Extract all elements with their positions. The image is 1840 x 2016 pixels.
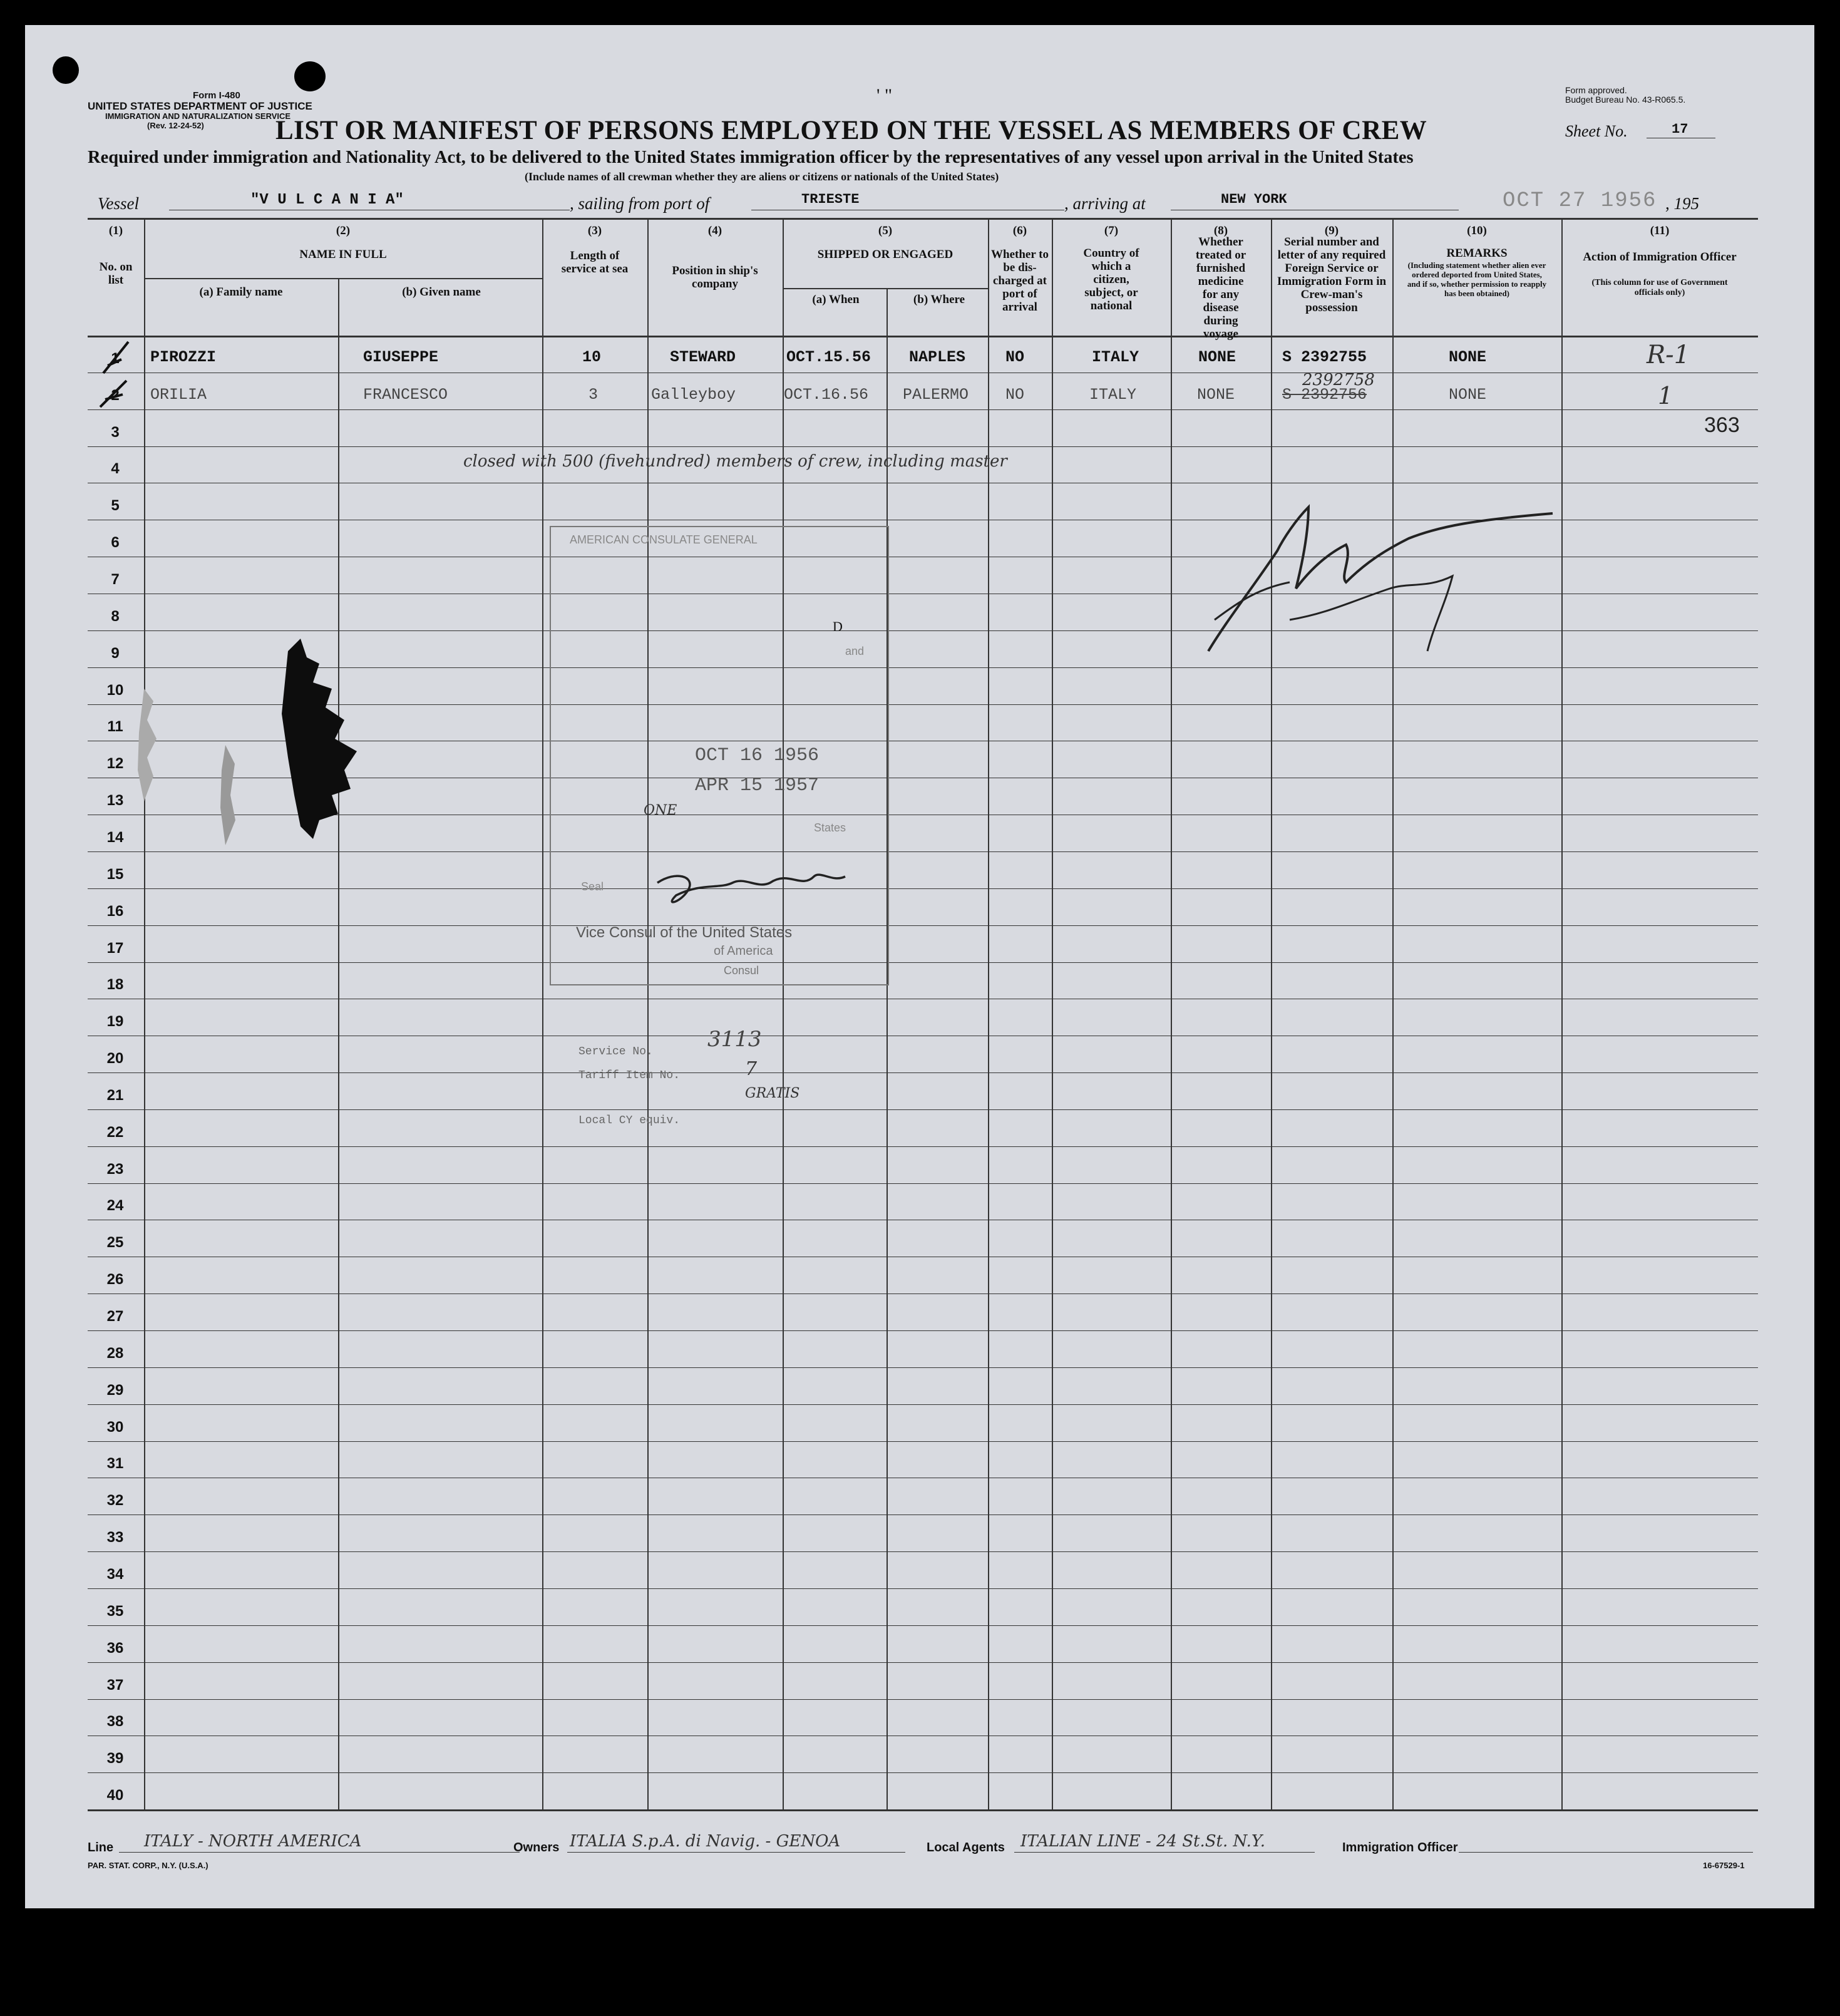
entry2-serial-correction: 2392758 — [1302, 371, 1375, 389]
row-line — [88, 1109, 1758, 1110]
row-line — [88, 1183, 1758, 1184]
row-number: 19 — [106, 1013, 124, 1031]
row-line — [88, 1404, 1758, 1405]
row-number: 32 — [106, 1492, 124, 1509]
row-number: 31 — [106, 1455, 124, 1473]
footer-line-label: Line — [88, 1841, 114, 1854]
revision: (Rev. 12-24-52) — [147, 121, 204, 130]
entry1-service: 10 — [582, 348, 602, 366]
col10-header: REMARKS — [1446, 247, 1508, 260]
row-number: 37 — [106, 1676, 124, 1694]
col7-number: (7) — [1104, 224, 1119, 237]
row-number: 9 — [111, 644, 120, 662]
row-line — [88, 925, 1758, 926]
stamp-date-1: OCT 16 1956 — [695, 745, 820, 766]
row-number: 25 — [106, 1234, 124, 1252]
entry1-discharge: NO — [1005, 348, 1025, 366]
col1-header: No. on list — [99, 260, 133, 287]
entry1-position: STEWARD — [670, 348, 736, 366]
col6-header: Whether to be dis-charged at port of arrival — [991, 248, 1049, 314]
wax-seal — [275, 639, 382, 845]
side-number: 363 — [1704, 413, 1740, 437]
row-number: 30 — [106, 1418, 124, 1436]
col7-header: Country of which a citizen, subject, or national — [1083, 247, 1139, 312]
service-no-value: 3113 — [707, 1027, 762, 1052]
row-line — [88, 1662, 1758, 1663]
entry1-remarks: NONE — [1449, 348, 1487, 366]
col11-number: (11) — [1650, 224, 1670, 237]
row-number: 18 — [106, 976, 124, 994]
entry2-action: 1 — [1658, 382, 1673, 409]
tariff-label: Tariff Item No. — [578, 1069, 681, 1082]
subtitle-note: (Include names of all crewman whether they are aliens or citizens or nationals of the United States) — [525, 170, 999, 183]
row-line — [88, 1367, 1758, 1368]
subtitle: Required under immigration and Nationality Act, to be delivered to the United States immigration officer by the representatives of any vessel upon arrival in the United States — [88, 148, 1414, 167]
sheet-number: 17 — [1672, 121, 1688, 137]
row-line — [88, 1293, 1758, 1294]
budget-bureau: Budget Bureau No. 43-R065.5. — [1565, 95, 1686, 105]
row-number: 7 — [111, 571, 120, 588]
col11-note: (This column for use of Government officials only) — [1591, 278, 1728, 297]
seal-impression — [213, 739, 244, 851]
row-number: 36 — [106, 1639, 124, 1657]
arriving-label: , arriving at — [1064, 194, 1146, 213]
col9-header: Serial number and letter of any required Foreign Service or Immigration Form in Crew-man's possession — [1277, 235, 1387, 314]
row-number: 6 — [111, 534, 120, 552]
department: UNITED STATES DEPARTMENT OF JUSTICE — [88, 100, 312, 112]
col5b-header: (b) Where — [913, 293, 965, 306]
vessel-name: "V U L C A N I A" — [250, 192, 404, 208]
consul-signature — [651, 864, 851, 914]
row-number: 17 — [106, 939, 124, 957]
row-line — [88, 1551, 1758, 1552]
col2-header: NAME IN FULL — [299, 248, 387, 261]
footer-officer-label: Immigration Officer — [1342, 1841, 1458, 1854]
col5-number: (5) — [878, 224, 893, 237]
row-number: 12 — [106, 755, 124, 773]
row-number: 38 — [106, 1713, 124, 1731]
row-line — [88, 1072, 1758, 1073]
row-number: 8 — [111, 607, 120, 625]
arrival-date-stamp: OCT 27 1956 — [1503, 189, 1657, 213]
year-label: , 195 — [1665, 194, 1699, 213]
entry1-country: ITALY — [1092, 348, 1139, 366]
entry2-where: PALERMO — [903, 386, 969, 404]
row-number: 39 — [106, 1750, 124, 1767]
row-mark-d: D — [833, 619, 843, 634]
entry2-given: FRANCESCO — [363, 386, 448, 404]
col8-header: Whether treated or furnished medicine for any disease during voyage — [1195, 235, 1246, 341]
row-number: 29 — [106, 1381, 124, 1399]
col9-number: (9) — [1324, 224, 1339, 237]
entry2-remarks: NONE — [1449, 386, 1487, 404]
row-number: 28 — [106, 1344, 124, 1362]
row-number: 33 — [106, 1529, 124, 1546]
entry2-discharge: NO — [1005, 386, 1025, 404]
manifest-sheet — [25, 25, 1814, 1908]
seal-impression — [131, 682, 169, 808]
sailing-label: , sailing from port of — [570, 194, 710, 213]
row-number: 16 — [106, 902, 124, 920]
col1-number: (1) — [108, 224, 123, 237]
entry2-medicine: NONE — [1197, 386, 1235, 404]
row-number: 23 — [106, 1160, 124, 1178]
row-line — [88, 1441, 1758, 1442]
punch-hole — [294, 61, 326, 91]
entry2-country: ITALY — [1089, 386, 1137, 404]
row-line — [88, 1772, 1758, 1773]
row-number: 1 — [111, 349, 120, 367]
port-to: NEW YORK — [1221, 192, 1287, 207]
row-number: 34 — [106, 1565, 124, 1583]
footer-line-value: ITALY - NORTH AMERICA — [144, 1832, 362, 1851]
entry1-medicine: NONE — [1198, 348, 1236, 366]
local-cy-label: Local CY equiv. — [578, 1114, 681, 1127]
row-number: 4 — [111, 460, 120, 478]
col5a-header: (a) When — [812, 293, 860, 306]
row-number: 5 — [111, 497, 120, 515]
stamp-header: AMERICAN CONSULATE GENERAL — [570, 533, 758, 546]
col3-number: (3) — [587, 224, 602, 237]
entry2-position: Galleyboy — [651, 386, 736, 404]
col4-number: (4) — [707, 224, 722, 237]
row-line — [88, 1330, 1758, 1331]
top-mark: ' " — [876, 85, 893, 106]
row-line — [88, 888, 1758, 889]
row-line — [88, 962, 1758, 963]
footer-owners-value: ITALIA S.p.A. di Navig. - GENOA — [570, 1832, 841, 1851]
entry1-family: PIROZZI — [150, 348, 217, 366]
check-marks — [69, 337, 144, 412]
col4-header: Position in ship's company — [672, 264, 758, 291]
footer-owners-label: Owners — [513, 1841, 560, 1854]
col10-number: (10) — [1467, 224, 1487, 237]
col6-number: (6) — [1012, 224, 1027, 237]
row-line — [88, 1588, 1758, 1589]
form-number: Form I-480 — [193, 90, 240, 101]
stamp-fragment-seal: Seal — [581, 880, 604, 893]
stamp-date-2: APR 15 1957 — [695, 775, 820, 796]
page-title: LIST OR MANIFEST OF PERSONS EMPLOYED ON THE VESSEL AS MEMBERS OF CREW — [275, 116, 1427, 145]
port-from: TRIESTE — [801, 192, 860, 207]
stamp-count: ONE — [644, 803, 677, 818]
row-line — [88, 851, 1758, 852]
col2b-header: (b) Given name — [402, 285, 481, 299]
entry2-family: ORILIA — [150, 386, 207, 404]
row-line — [88, 446, 1758, 447]
col2-number: (2) — [336, 224, 351, 237]
row-number: 26 — [106, 1271, 124, 1288]
entry2-serial: S 2392756 — [1282, 386, 1367, 404]
tariff-value: 7 — [745, 1058, 758, 1080]
printer-mark: PAR. STAT. CORP., N.Y. (U.S.A.) — [88, 1861, 208, 1870]
sheet-label: Sheet No. — [1565, 122, 1628, 140]
entry1-given: GIUSEPPE — [363, 348, 439, 366]
footer-agents-value: ITALIAN LINE - 24 St.St. N.Y. — [1020, 1832, 1265, 1851]
row-number: 14 — [106, 828, 124, 846]
col8-number: (8) — [1213, 224, 1228, 237]
row-number: 20 — [106, 1050, 124, 1067]
footer-agents-label: Local Agents — [927, 1841, 1005, 1854]
form-code: 16-67529-1 — [1703, 1861, 1745, 1870]
row-number: 11 — [107, 718, 123, 736]
master-signature — [1202, 495, 1603, 670]
row-line — [88, 1699, 1758, 1700]
row-number: 27 — [106, 1307, 124, 1325]
entry1-action: R-1 — [1647, 341, 1690, 369]
col10-note: (Including statement whether alien ever ordered deported from United States, and if so, whether permission to reapply has been obtained) — [1407, 260, 1547, 298]
row-number: 3 — [111, 423, 120, 441]
stamp-line-2: of America — [714, 944, 773, 958]
row-line — [88, 409, 1758, 410]
col11-header: Action of Immigration Officer — [1583, 250, 1737, 264]
service-name: IMMIGRATION AND NATURALIZATION SERVICE — [105, 111, 291, 121]
entry1-when: OCT.15.56 — [786, 348, 871, 366]
entry1-serial: S 2392755 — [1282, 348, 1367, 366]
form-approved: Form approved. — [1565, 85, 1627, 95]
col3-header: Length of service at sea — [561, 249, 629, 275]
row-number: 13 — [106, 792, 124, 810]
entry2-service: 3 — [588, 386, 599, 404]
row-number: 21 — [106, 1086, 124, 1104]
entry1-where: NAPLES — [909, 348, 966, 366]
stamp-line-1: Vice Consul of the United States — [576, 924, 793, 941]
stamp-fragment-and: and — [845, 645, 865, 657]
col2a-header: (a) Family name — [199, 285, 283, 299]
vessel-label: Vessel — [98, 194, 139, 213]
stamp-fragment-states: States — [814, 821, 846, 834]
row-number: 22 — [106, 1123, 124, 1141]
row-number: 2 — [111, 386, 120, 404]
row-line — [88, 1146, 1758, 1147]
row-number: 10 — [106, 681, 124, 699]
entry2-when: OCT.16.56 — [784, 386, 869, 404]
row-number: 35 — [106, 1602, 124, 1620]
service-no-label: Service No. — [578, 1046, 653, 1058]
closing-note: closed with 500 (fivehundred) members of crew, including master — [463, 452, 1007, 471]
fee-value: GRATIS — [745, 1086, 800, 1101]
row-number: 24 — [106, 1197, 124, 1215]
col5-header: SHIPPED OR ENGAGED — [817, 248, 953, 261]
row-number: 15 — [106, 865, 124, 883]
row-number: 40 — [106, 1787, 124, 1804]
stamp-line-3: Consul — [724, 964, 759, 977]
row-line — [88, 1625, 1758, 1626]
punch-hole — [53, 56, 79, 84]
